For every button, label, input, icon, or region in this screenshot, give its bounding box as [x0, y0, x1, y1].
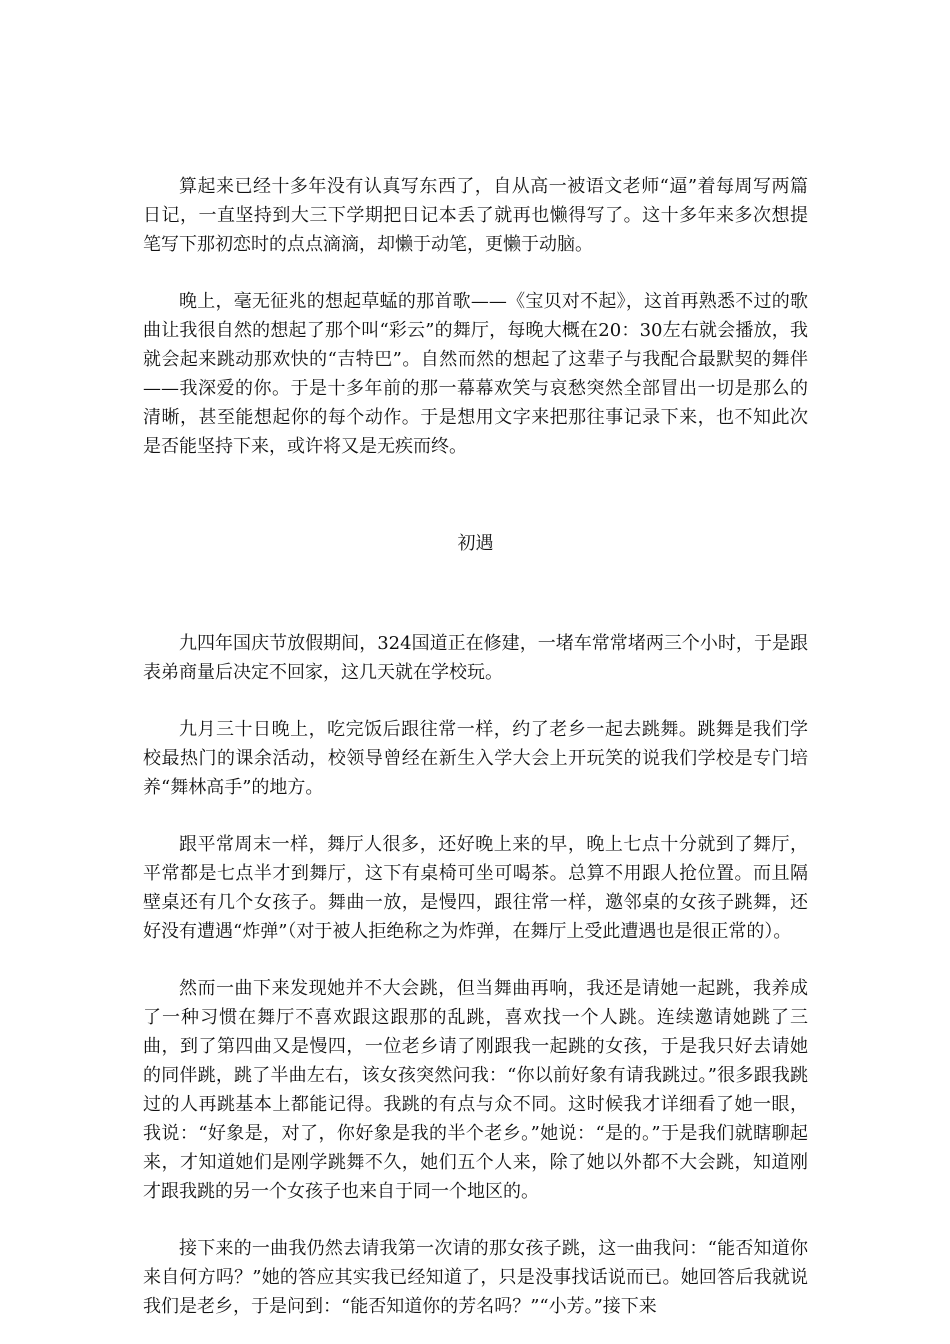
paragraph-conversation: 然而一曲下来发现她并不大会跳，但当舞曲再响，我还是请她一起跳，我养成了一种习惯在舞厅不喜欢跟这跟那的乱跳，喜欢找一个人跳。连续邀请她跳了三曲，到了第四曲又是慢四，一位老乡请了刚跟我一起跳的女孩，于是我只好去请她的同伴跳，跳了半曲左右，该女孩突然问我：“你以前好象有请我跳过。”很多跟我跳过的人再跳基本上都能记得。我跳的有点与众不同。这时候我才详细看了她一眼，我说：“好象是，对了，你好象是我的半个老乡。”她说：“是的。”于是我们就瞎聊起来，才知道她们是刚学跳舞不久，她们五个人来，除了她以外都不大会跳，知道刚才跟我跳的另一个女孩子也来自于同一个地区的。 — [143, 978, 808, 1202]
chapter-title: 初遇 — [457, 533, 494, 554]
paragraph-intro-2: 晚上，毫无征兆的想起草蜢的那首歌——《宝贝对不起》，这首再熟悉不过的歌曲让我很自然的想起了那个叫“彩云”的舞厅，每晚大概在20：30左右就会播放，我就会起来跳动那欢快的“吉特巴”。自然而然的想起了这辈子与我配合最默契的舞伴——我深爱的你。于是十多年前的那一幕幕欢笑与哀愁突然全部冒出一切是那么的清晰，甚至能想起你的每个动作。于是想用文字来把那往事记录下来，也不知此次是否能坚持下来，或许将又是无疾而终。 — [143, 291, 808, 457]
paragraph-next-dance: 接下来的一曲我仍然去请我第一次请的那女孩子跳，这一曲我问：“能否知道你来自何方吗？”她的答应其实我已经知道了，只是没事找话说而已。她回答后我就说我们是老乡，于是问到：“能否知道你的芳名吗？”“小芳。”接下来 — [143, 1238, 808, 1317]
paragraph-dancing: 九月三十日晚上，吃完饭后跟往常一样，约了老乡一起去跳舞。跳舞是我们学校最热门的课余活动，校领导曾经在新生入学大会上开玩笑的说我们学校是专门培养“舞林高手”的地方。 — [143, 719, 808, 798]
document-body — [143, 172, 808, 1321]
paragraph-intro-1: 算起来已经十多年没有认真写东西了，自从高一被语文老师“逼”着每周写两篇日记，一直坚持到大三下学期把日记本丢了就再也懒得写了。这十多年来多次想提笔写下那初恋时的点点滴滴，却懒于动笔，更懒于动脑。 — [143, 176, 808, 255]
paragraph-dance-hall: 跟平常周末一样，舞厅人很多，还好晚上来的早，晚上七点十分就到了舞厅，平常都是七点半才到舞厅，这下有桌椅可坐可喝茶。总算不用跟人抢位置。而且隔壁桌还有几个女孩子。舞曲一放，是慢四，跟往常一样，邀邻桌的女孩子跳舞，还好没有遭遇“炸弹”（对于被人拒绝称之为炸弹，在舞厅上受此遭遇也是很正常的）。 — [143, 834, 808, 942]
paragraph-holiday: 九四年国庆节放假期间，324国道正在修建，一堵车常常堵两三个小时，于是跟表弟商量后决定不回家，这几天就在学校玩。 — [143, 633, 808, 683]
